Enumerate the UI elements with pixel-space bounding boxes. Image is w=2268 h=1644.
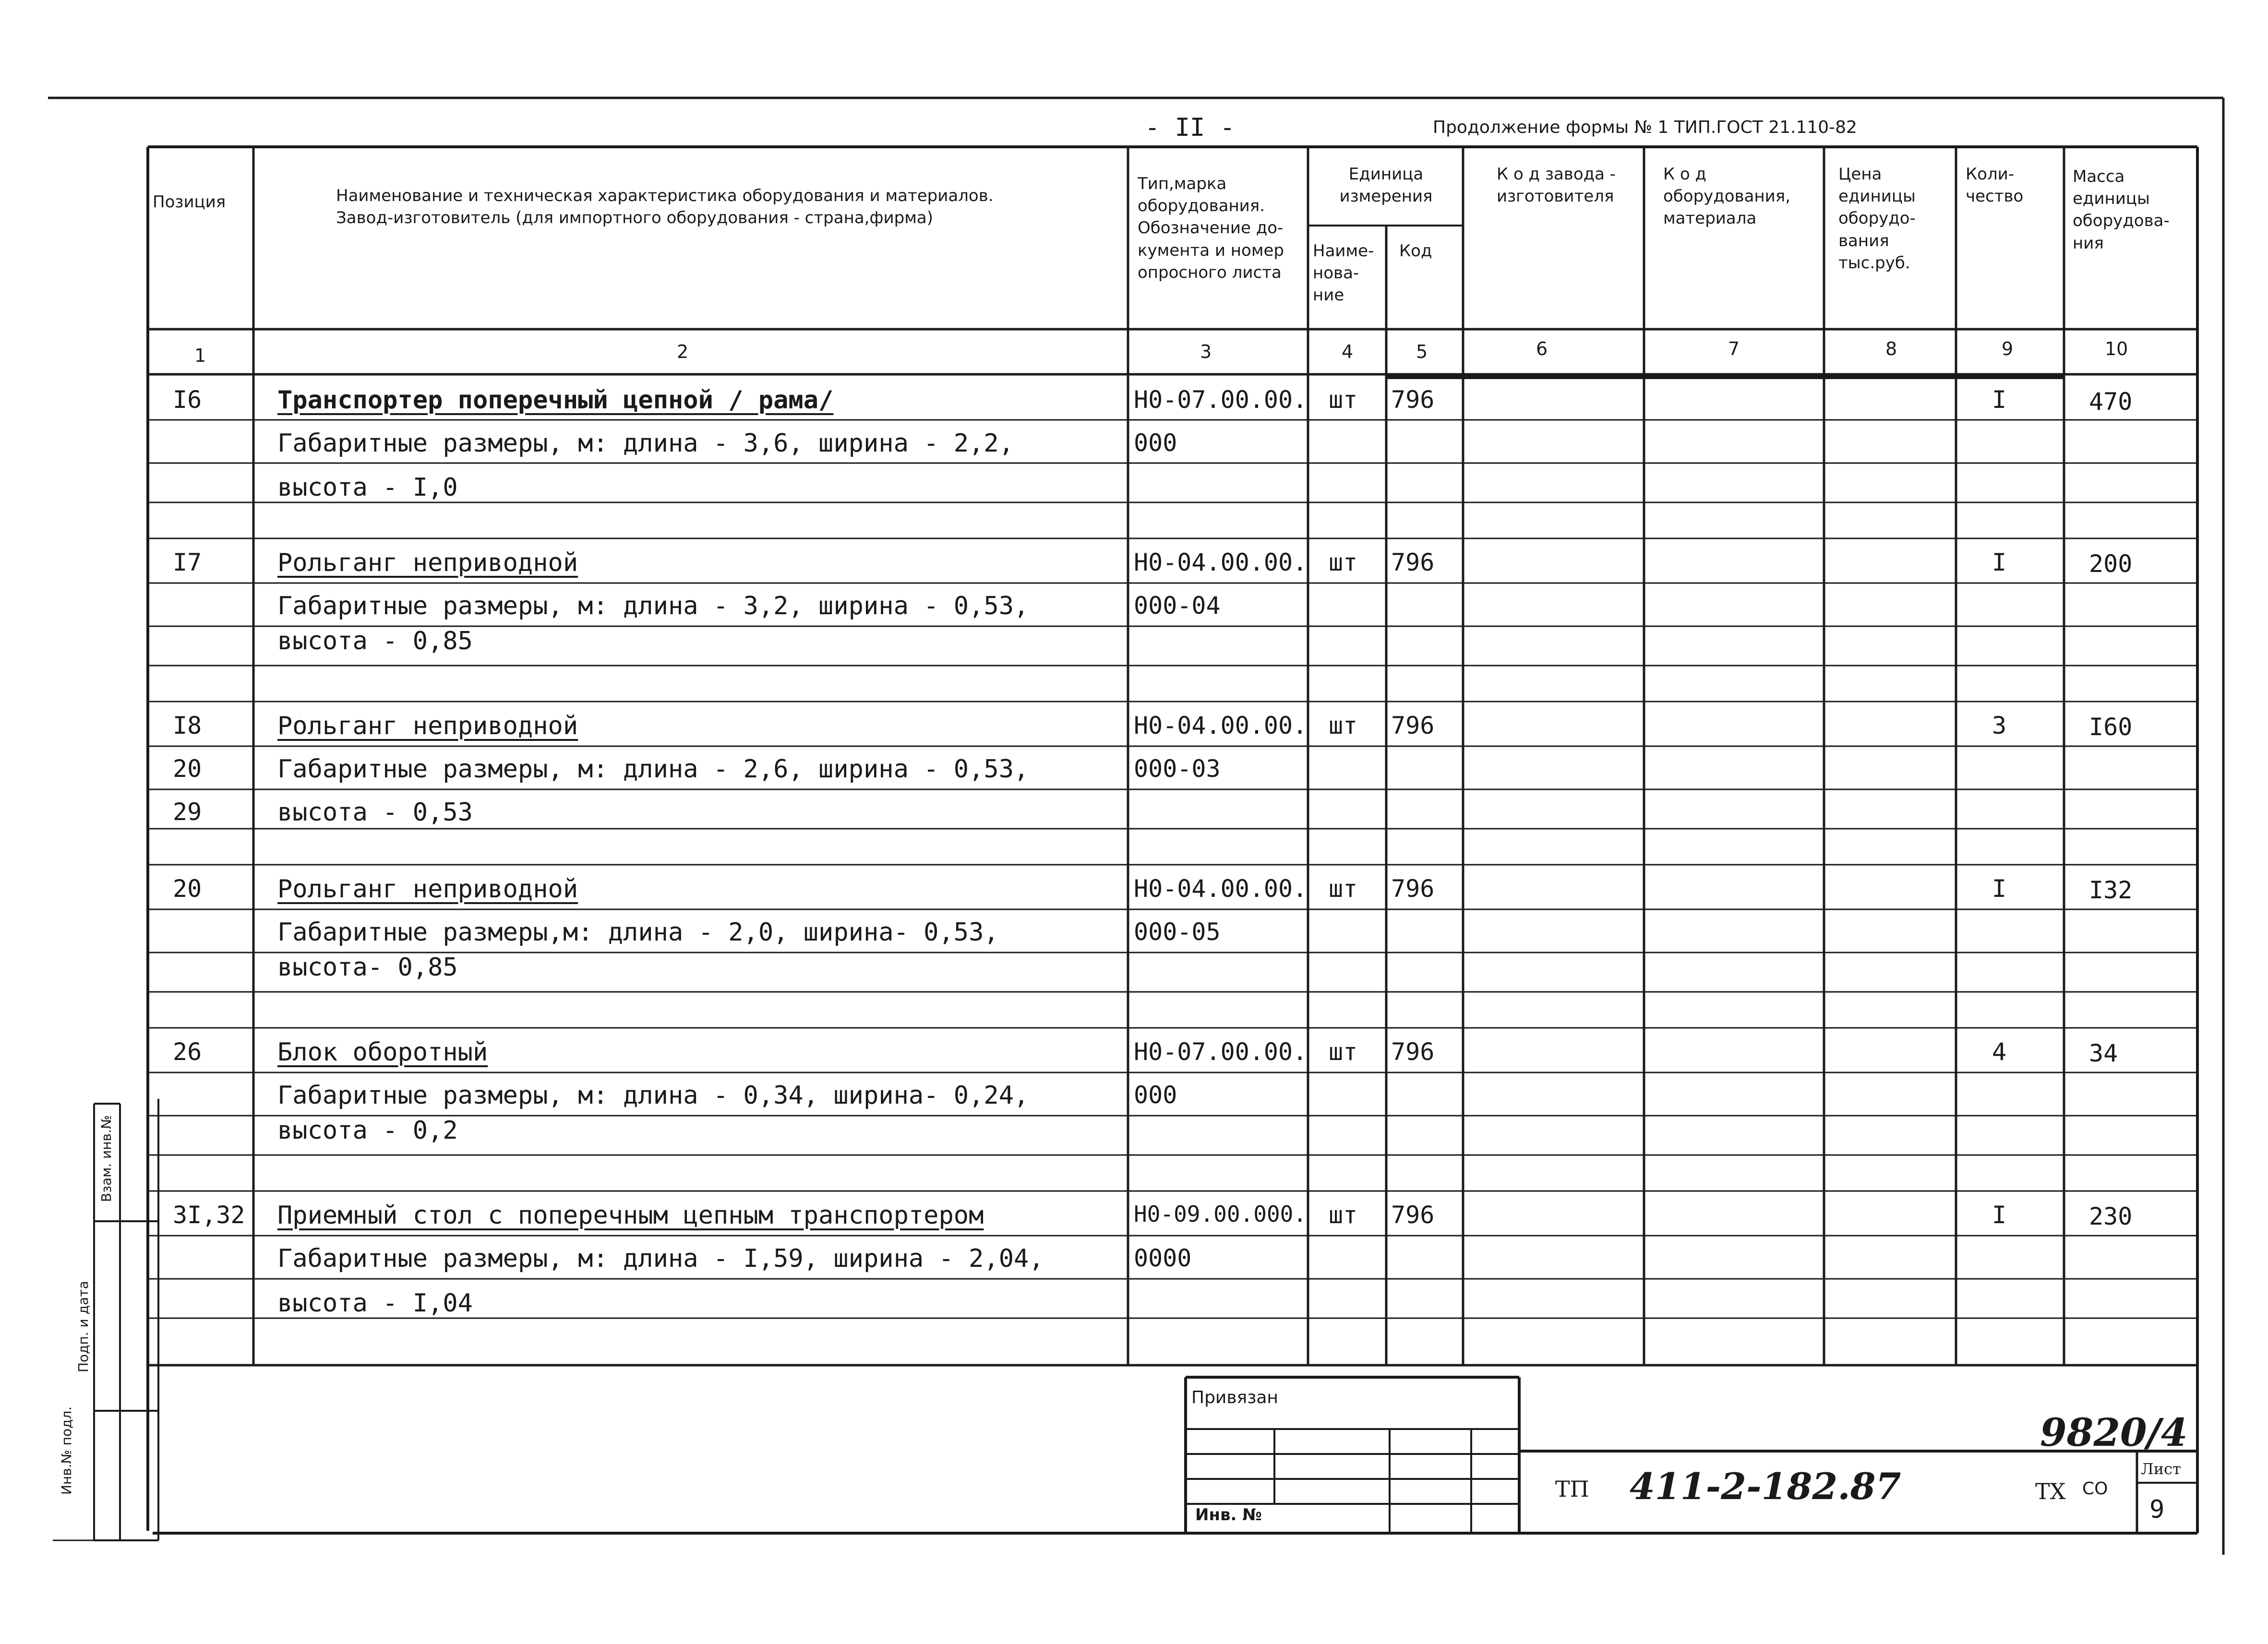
item-name: Рольганг неприводной: [277, 548, 578, 577]
item-position: 20: [173, 875, 202, 903]
item-unit-code: 796: [1391, 548, 1435, 576]
item-spec: высота - I,04: [277, 1289, 473, 1318]
column-number: 1: [194, 345, 206, 366]
column-number: 6: [1536, 338, 1548, 359]
margin-label-original-inventory: Инв.№ подл.: [59, 1406, 74, 1495]
item-position: I6: [173, 386, 202, 414]
column-header-equipment-code: К о д оборудования, материала: [1663, 165, 1791, 228]
margin-label-replacement-inventory: Взам. инв.№: [98, 1115, 114, 1202]
item-spec: высота - 0,85: [277, 627, 473, 655]
item-spec: высота - 0,2: [277, 1116, 458, 1145]
column-number: 5: [1416, 341, 1428, 362]
item-unit: шт: [1329, 712, 1358, 739]
inventory-number-label: Инв. №: [1195, 1505, 1262, 1525]
item-spec: Габаритные размеры, м: длина - I,59, ширина - 2,04,: [277, 1244, 1044, 1273]
item-unit: шт: [1329, 1201, 1358, 1229]
column-header-plant-code: К о д завода - изготовителя: [1497, 165, 1616, 206]
item-unit: шт: [1329, 1038, 1358, 1066]
item-name: Рольганг неприводной: [277, 875, 578, 904]
column-header-name: Наименование и техническая характеристика оборудования и материалов. Завод-изготовитель (для импортного оборудования - страна,фирма): [336, 186, 994, 228]
item-unit-code: 796: [1391, 386, 1435, 414]
form-continuation-title: Продолжение формы № 1 ТИП.ГОСТ 21.110-82: [1433, 118, 1857, 137]
item-spec: Габаритные размеры, м: длина - 0,34, ширина- 0,24,: [277, 1081, 1029, 1110]
column-header-unit-name: Наиме- нова- ние: [1313, 241, 1374, 305]
item-name: Блок оборотный: [277, 1038, 488, 1067]
item-mass: 230: [2089, 1203, 2133, 1230]
item-type: 000: [1134, 1081, 1177, 1109]
item-type: 000-04: [1134, 592, 1221, 619]
item-type: Н0-04.00.00.: [1134, 548, 1308, 576]
item-unit-code: 796: [1391, 1201, 1435, 1229]
item-mass: I32: [2089, 876, 2133, 904]
sheet-number: 9: [2149, 1495, 2165, 1524]
column-header-position: Позиция: [153, 192, 226, 212]
item-type: Н0-04.00.00.: [1134, 875, 1308, 903]
item-type: Н0-04.00.00.: [1134, 712, 1308, 739]
column-header-type: Тип,марка оборудования. Обозначение до- кумента и номер опросного листа: [1138, 174, 1284, 282]
item-spec: высота - 0,53: [277, 798, 473, 827]
column-number: 7: [1728, 338, 1740, 359]
item-unit: шт: [1329, 875, 1358, 903]
item-type: 0000: [1134, 1244, 1192, 1272]
item-quantity: I: [1992, 386, 2007, 414]
item-position: 26: [173, 1038, 202, 1066]
column-header-unit-mass: Масса единицы оборудова- ния: [2073, 167, 2170, 253]
item-position: 3I,32: [173, 1201, 245, 1229]
item-type: Н0-07.00.00.: [1134, 1038, 1308, 1066]
item-type: Н0-07.00.00.: [1134, 386, 1308, 414]
item-mass: 470: [2089, 388, 2133, 416]
item-unit: шт: [1329, 386, 1358, 414]
item-unit: шт: [1329, 548, 1358, 576]
item-unit-code: 796: [1391, 1038, 1435, 1066]
sheet-label: Лист: [2141, 1460, 2181, 1478]
item-unit-code: 796: [1391, 712, 1435, 739]
page-marker: - II -: [1145, 113, 1235, 142]
item-spec: высота- 0,85: [277, 953, 458, 982]
item-spec: Габаритные размеры,м: длина - 2,0, ширина- 0,53,: [277, 918, 999, 947]
item-mass: 34: [2089, 1039, 2118, 1067]
column-number: 4: [1342, 341, 1354, 362]
column-number: 10: [2105, 338, 2128, 359]
item-name: Транспортер поперечный цепной / рама/: [277, 386, 834, 415]
margin-label-signature-date: Подп. и дата: [75, 1281, 91, 1372]
item-position: I8: [173, 712, 202, 739]
item-spec: Габаритные размеры, м: длина - 2,6, ширина - 0,53,: [277, 755, 1029, 784]
column-header-unit-group: Единица измерения: [1339, 165, 1433, 206]
column-header-quantity: Коли- чество: [1966, 165, 2024, 206]
item-mass: I60: [2089, 713, 2133, 741]
item-quantity: 3: [1992, 712, 2007, 739]
bound-label: Привязан: [1191, 1388, 1278, 1407]
co-label: СО: [2082, 1479, 2108, 1499]
item-quantity: I: [1992, 875, 2007, 903]
tp-label: ТП: [1555, 1476, 1589, 1502]
item-type: Н0-09.00.000.: [1134, 1201, 1307, 1227]
handwritten-archive-number: 9820/4: [2040, 1410, 2188, 1455]
item-mass: 200: [2089, 550, 2133, 578]
item-type: 000: [1134, 429, 1177, 457]
item-name: Рольганг неприводной: [277, 712, 578, 740]
item-unit-code: 796: [1391, 875, 1435, 903]
item-name: Приемный стол с поперечным цепным транспортером: [277, 1201, 984, 1230]
item-spec: высота - I,0: [277, 473, 458, 502]
item-position: I7: [173, 548, 202, 576]
item-position: 20: [173, 755, 202, 783]
column-number: 9: [2002, 338, 2014, 359]
item-position: 29: [173, 798, 202, 826]
item-spec: Габаритные размеры, м: длина - 3,6, ширина - 2,2,: [277, 429, 1014, 458]
column-header-unit-price: Цена единицы оборудо- вания тыс.руб.: [1838, 165, 1916, 273]
item-quantity: 4: [1992, 1038, 2007, 1066]
item-type: 000-05: [1134, 918, 1221, 946]
tx-label: ТХ: [2035, 1478, 2066, 1504]
item-quantity: I: [1992, 1201, 2007, 1229]
column-number: 3: [1200, 341, 1212, 362]
project-code: 411-2-182.87: [1630, 1465, 1901, 1508]
column-number: 2: [677, 341, 689, 362]
column-header-unit-code: Код: [1399, 241, 1432, 261]
item-type: 000-03: [1134, 755, 1221, 783]
item-quantity: I: [1992, 548, 2007, 576]
column-number: 8: [1885, 338, 1897, 359]
item-spec: Габаритные размеры, м: длина - 3,2, ширина - 0,53,: [277, 592, 1029, 620]
